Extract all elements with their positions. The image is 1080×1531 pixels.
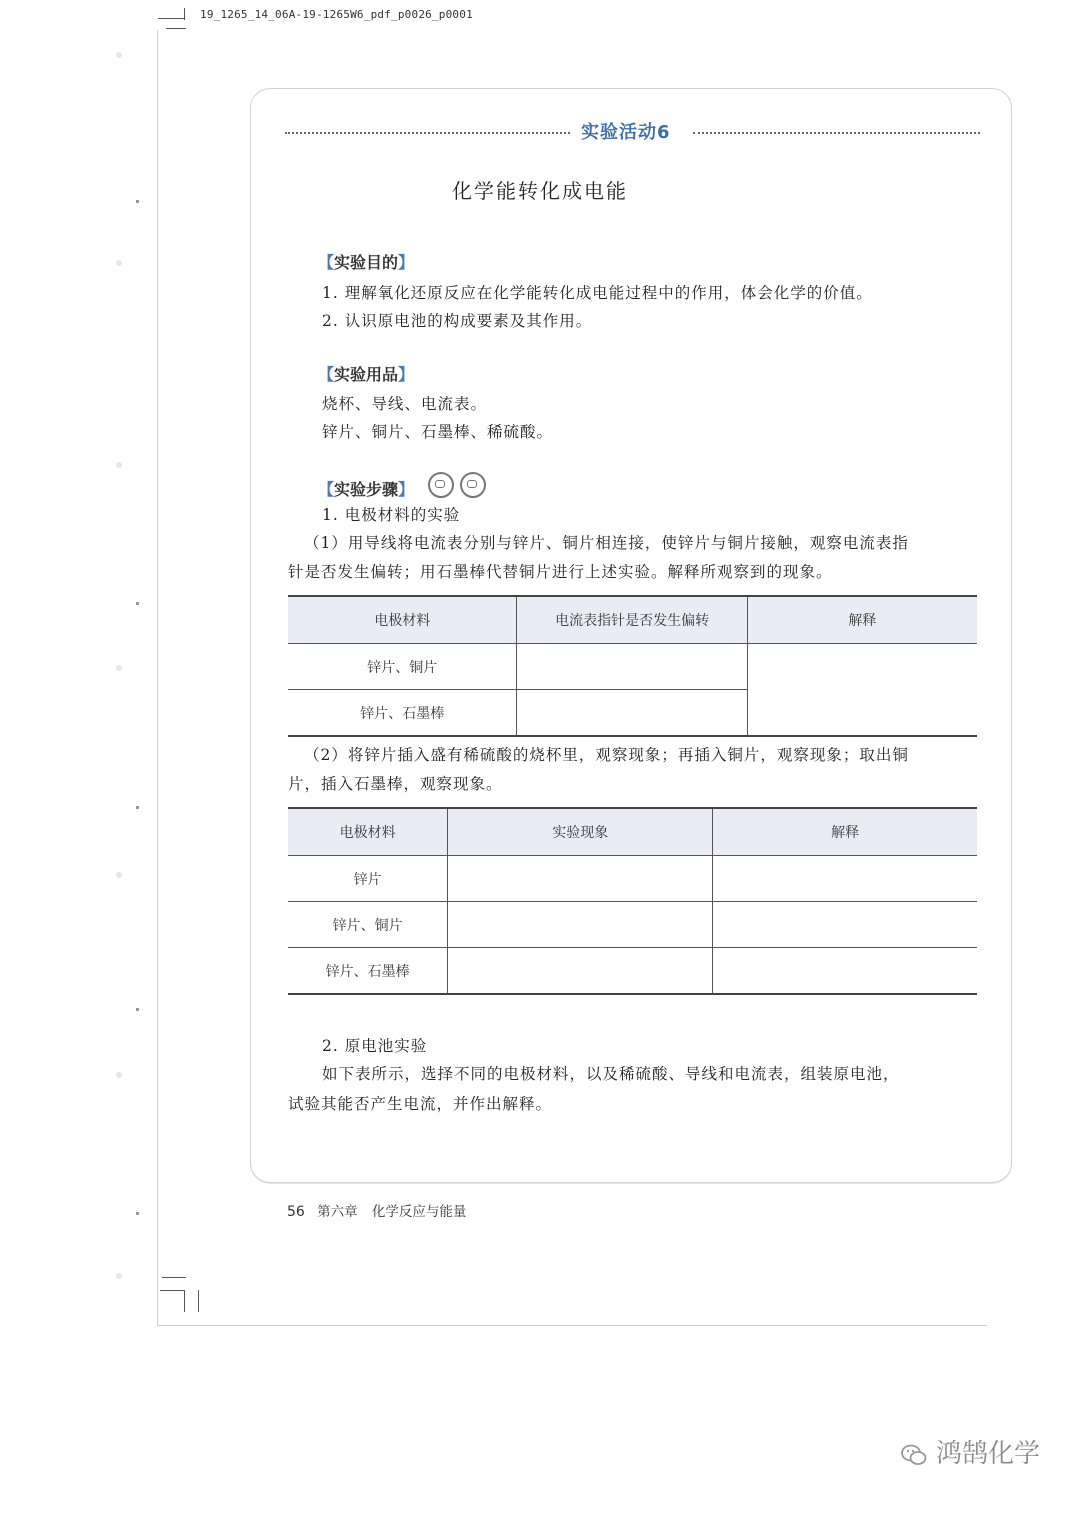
watermark-text: 鸿鹄化学 <box>936 1439 1041 1469</box>
table-cell: 锌片、石墨棒 <box>288 690 517 737</box>
crop-mark <box>184 8 185 20</box>
activity-label: 实验活动6 <box>581 122 671 143</box>
crop-mark <box>158 18 184 19</box>
crop-mark <box>166 28 186 29</box>
scan-tick <box>136 1008 139 1011</box>
crop-mark <box>160 1290 184 1291</box>
table-cell <box>747 644 977 737</box>
step2-title: 2. 原电池实验 <box>322 1037 428 1055</box>
page-number: 56 <box>287 1204 305 1220</box>
scan-hole <box>116 1072 122 1078</box>
chapter-number: 第六章 <box>317 1204 358 1220</box>
table-row <box>288 902 977 948</box>
table-cell <box>517 690 747 737</box>
chapter-title: 化学反应与能量 <box>371 1204 467 1220</box>
table-header: 电极材料 <box>288 596 517 644</box>
lab-coat-icon <box>460 472 486 498</box>
scan-hole <box>116 1273 122 1279</box>
scan-tick <box>136 602 139 605</box>
table-cell: 锌片 <box>288 856 448 902</box>
supplies-heading-text: 实验用品 <box>334 365 399 384</box>
step2-paragraph: 试验其能否产生电流，并作出解释。 <box>288 1095 553 1113</box>
table-cell: 锌片、铜片 <box>288 902 448 948</box>
page-title: 化学能转化成电能 <box>452 179 628 203</box>
scan-hole <box>116 872 122 878</box>
step1-paragraph: （1）用导线将电流表分别与锌片、铜片相连接，使锌片与铜片接触，观察电流表指 <box>304 534 909 552</box>
scan-tick <box>136 806 139 809</box>
table-cell <box>448 856 713 902</box>
safety-icons <box>428 472 492 498</box>
page-footer <box>287 1200 466 1220</box>
purpose-item: 2. 认识原电池的构成要素及其作用。 <box>322 312 593 330</box>
table-cell <box>448 902 713 948</box>
margin-line <box>157 30 158 1325</box>
step1-paragraph: 针是否发生偏转；用石墨棒代替铜片进行上述实验。解释所观察到的现象。 <box>288 563 833 581</box>
step1-paragraph: （2）将锌片插入盛有稀硫酸的烧杯里，观察现象；再插入铜片，观察现象；取出铜 <box>304 746 909 764</box>
table-header: 电极材料 <box>288 808 448 856</box>
table-cell <box>713 902 977 948</box>
step1-paragraph: 片，插入石墨棒，观察现象。 <box>288 775 503 793</box>
dotted-rule <box>285 132 570 134</box>
dotted-rule <box>693 132 980 134</box>
steps-heading: 【实验步骤】 <box>318 480 415 499</box>
table-cell: 锌片、铜片 <box>288 644 517 690</box>
electrode-table-1 <box>288 595 977 737</box>
scan-hole <box>116 462 122 468</box>
scan-file-label: 19_1265_14_06A-19-1265W6_pdf_p0026_p0001 <box>200 8 473 21</box>
steps-heading-text: 实验步骤 <box>334 480 399 499</box>
crop-mark <box>184 1290 185 1312</box>
wechat-icon <box>900 1441 928 1469</box>
crop-mark <box>162 1277 186 1278</box>
step2-paragraph: 如下表所示，选择不同的电极材料，以及稀硫酸、导线和电流表，组装原电池， <box>322 1065 900 1083</box>
step1-title: 1. 电极材料的实验 <box>322 506 461 524</box>
table-header: 实验现象 <box>448 808 713 856</box>
table-row <box>288 644 977 690</box>
table-cell <box>713 856 977 902</box>
table-row <box>288 948 977 995</box>
table-header: 解释 <box>747 596 977 644</box>
activity-heading <box>285 118 980 148</box>
page-bottom-line <box>157 1325 987 1326</box>
watermark <box>900 1433 1040 1470</box>
purpose-item: 1. 理解氧化还原反应在化学能转化成电能过程中的作用，体会化学的价值。 <box>322 284 873 302</box>
table-row <box>288 856 977 902</box>
table-header: 电流表指针是否发生偏转 <box>517 596 747 644</box>
table-cell <box>713 948 977 995</box>
scan-tick <box>136 1212 139 1215</box>
supplies-line: 烧杯、导线、电流表。 <box>322 395 488 413</box>
supplies-line: 锌片、铜片、石墨棒、稀硫酸。 <box>322 423 554 441</box>
crop-mark <box>198 1290 199 1312</box>
electrode-table-2 <box>288 807 977 995</box>
purpose-heading: 【实验目的】 <box>318 253 415 272</box>
table-cell <box>517 644 747 690</box>
scan-hole <box>116 665 122 671</box>
safety-goggles-icon <box>428 472 454 498</box>
supplies-heading: 【实验用品】 <box>318 365 415 384</box>
table-cell: 锌片、石墨棒 <box>288 948 448 995</box>
table-header: 解释 <box>713 808 977 856</box>
scan-hole <box>116 52 122 58</box>
table-cell <box>448 948 713 995</box>
purpose-heading-text: 实验目的 <box>334 253 399 272</box>
scan-hole <box>116 260 122 266</box>
